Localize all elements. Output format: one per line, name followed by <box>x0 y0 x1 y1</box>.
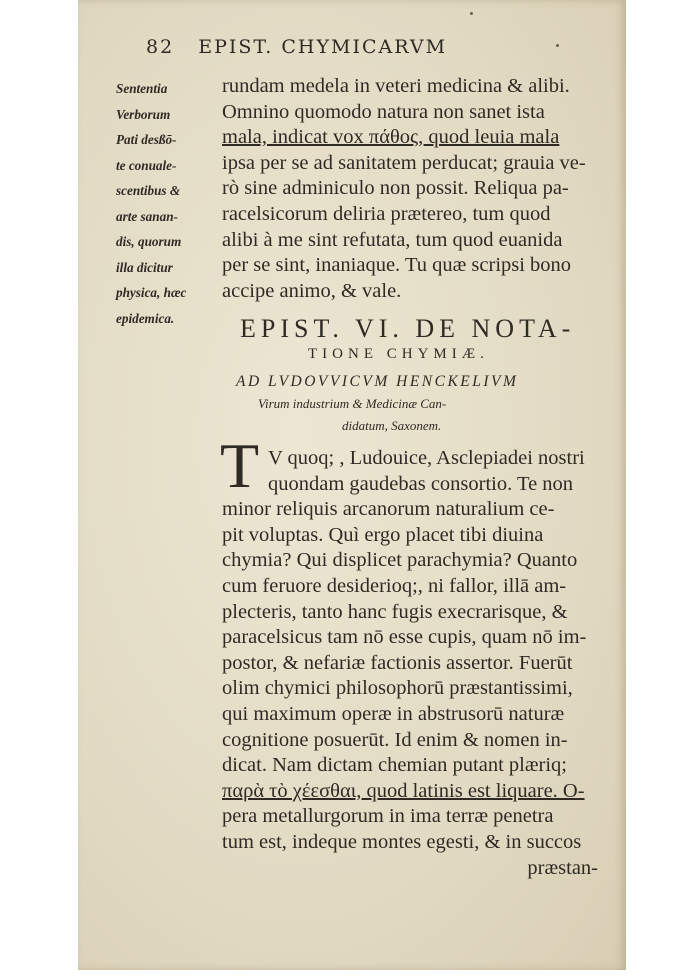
text-line: plecteris, tanto hanc fugis execrarisque, & <box>222 600 568 623</box>
text-line: postor, & nefariæ factionis assertor. Fuerūt <box>222 651 573 674</box>
text-line: per se sint, inaniaque. Tu quæ scripsi bono <box>222 254 572 277</box>
text-line: mala, indicat vox πάθος, quod leuia mala <box>222 126 560 149</box>
text-line: ipsa per se ad sanitatem perducat; grauia ve- <box>222 151 586 174</box>
text-line: chymia? Qui displicet parachymia? Quanto <box>222 549 578 572</box>
text-line: accipe animo, & vale. <box>222 279 402 302</box>
page-number: 82 <box>146 36 175 58</box>
text-line: racelsicorum deliria prætereo, tum quod <box>222 202 551 225</box>
marginal-note-line: te conuale- <box>116 157 177 173</box>
text-line: tum est, indeque montes egesti, & in succos <box>222 830 582 853</box>
dedication-line3: didatum, Saxonem. <box>342 418 442 433</box>
page-header <box>146 36 447 58</box>
drop-cap: T <box>220 430 260 501</box>
running-title: EPIST. CHYMICARVM <box>198 36 448 58</box>
text-line: quondam gaudebas consortio. Te non <box>268 472 574 495</box>
marginal-note-line: physica, hæc <box>116 285 187 300</box>
paper-speck <box>470 12 473 15</box>
text-line: cognitione posuerūt. Id enim & nomen in- <box>222 728 568 751</box>
epistle-title-line1: EPIST. VI. DE NOTA- <box>240 314 576 343</box>
text-line: pit voluptas. Quì ergo placet tibi diuina <box>222 523 544 546</box>
paper-speck <box>556 44 559 47</box>
text-line: paracelsicus tam nō esse cupis, quam nō im- <box>222 626 587 649</box>
marginal-note <box>116 76 220 331</box>
marginal-note-line: Verborum <box>116 106 171 122</box>
epistle-title-line2: TIONE CHYMIÆ. <box>308 346 489 362</box>
text-line: Omnino quomodo natura non sanet ista <box>222 100 545 123</box>
text-line: dicat. Nam dictam chemian putant plæriq; <box>222 754 567 777</box>
dedication-line1: AD LVDOVVICVM HENCKELIVM <box>236 373 519 390</box>
marginal-note-line: Sententia <box>116 81 168 96</box>
text-line: olim chymici philosophorū præstantissimi, <box>222 677 573 700</box>
marginal-note-line: illa dicitur <box>116 259 173 275</box>
marginal-note-line: scentibus & <box>116 183 181 198</box>
dedication-line2: Virum industrium & Medicinæ Can- <box>258 396 447 411</box>
marginal-note-line: Pati desßō- <box>116 132 177 147</box>
marginal-note-line: dis, quorum <box>116 234 182 249</box>
catchword: præstan- <box>527 856 598 879</box>
text-line: cum feruore desiderioq;, ni fallor, illā am- <box>222 574 567 597</box>
body-text-top <box>222 74 620 304</box>
text-line: qui maximum operæ in abstrusorū naturæ <box>222 702 565 725</box>
text-line: παρὰ τὸ χέεσθαι, quod latinis est liquare. O- <box>222 779 585 802</box>
text-line: minor reliquis arcanorum naturalium ce- <box>222 498 555 521</box>
body-text-main <box>222 446 620 881</box>
text-line: rò sine adminiculo non possit. Reliqua pa- <box>222 177 569 200</box>
text-line: pera metallurgorum in ima terræ penetra <box>222 805 554 828</box>
marginal-note-line: arte sanan- <box>116 208 178 224</box>
marginal-note-line: epidemica. <box>116 310 175 326</box>
text-line: V quoq; , Ludouice, Asclepiadei nostri <box>268 447 585 469</box>
text-line: rundam medela in veteri medicina & alibi. <box>222 75 570 97</box>
text-line: alibi à me sint refutata, tum quod euanida <box>222 228 563 251</box>
